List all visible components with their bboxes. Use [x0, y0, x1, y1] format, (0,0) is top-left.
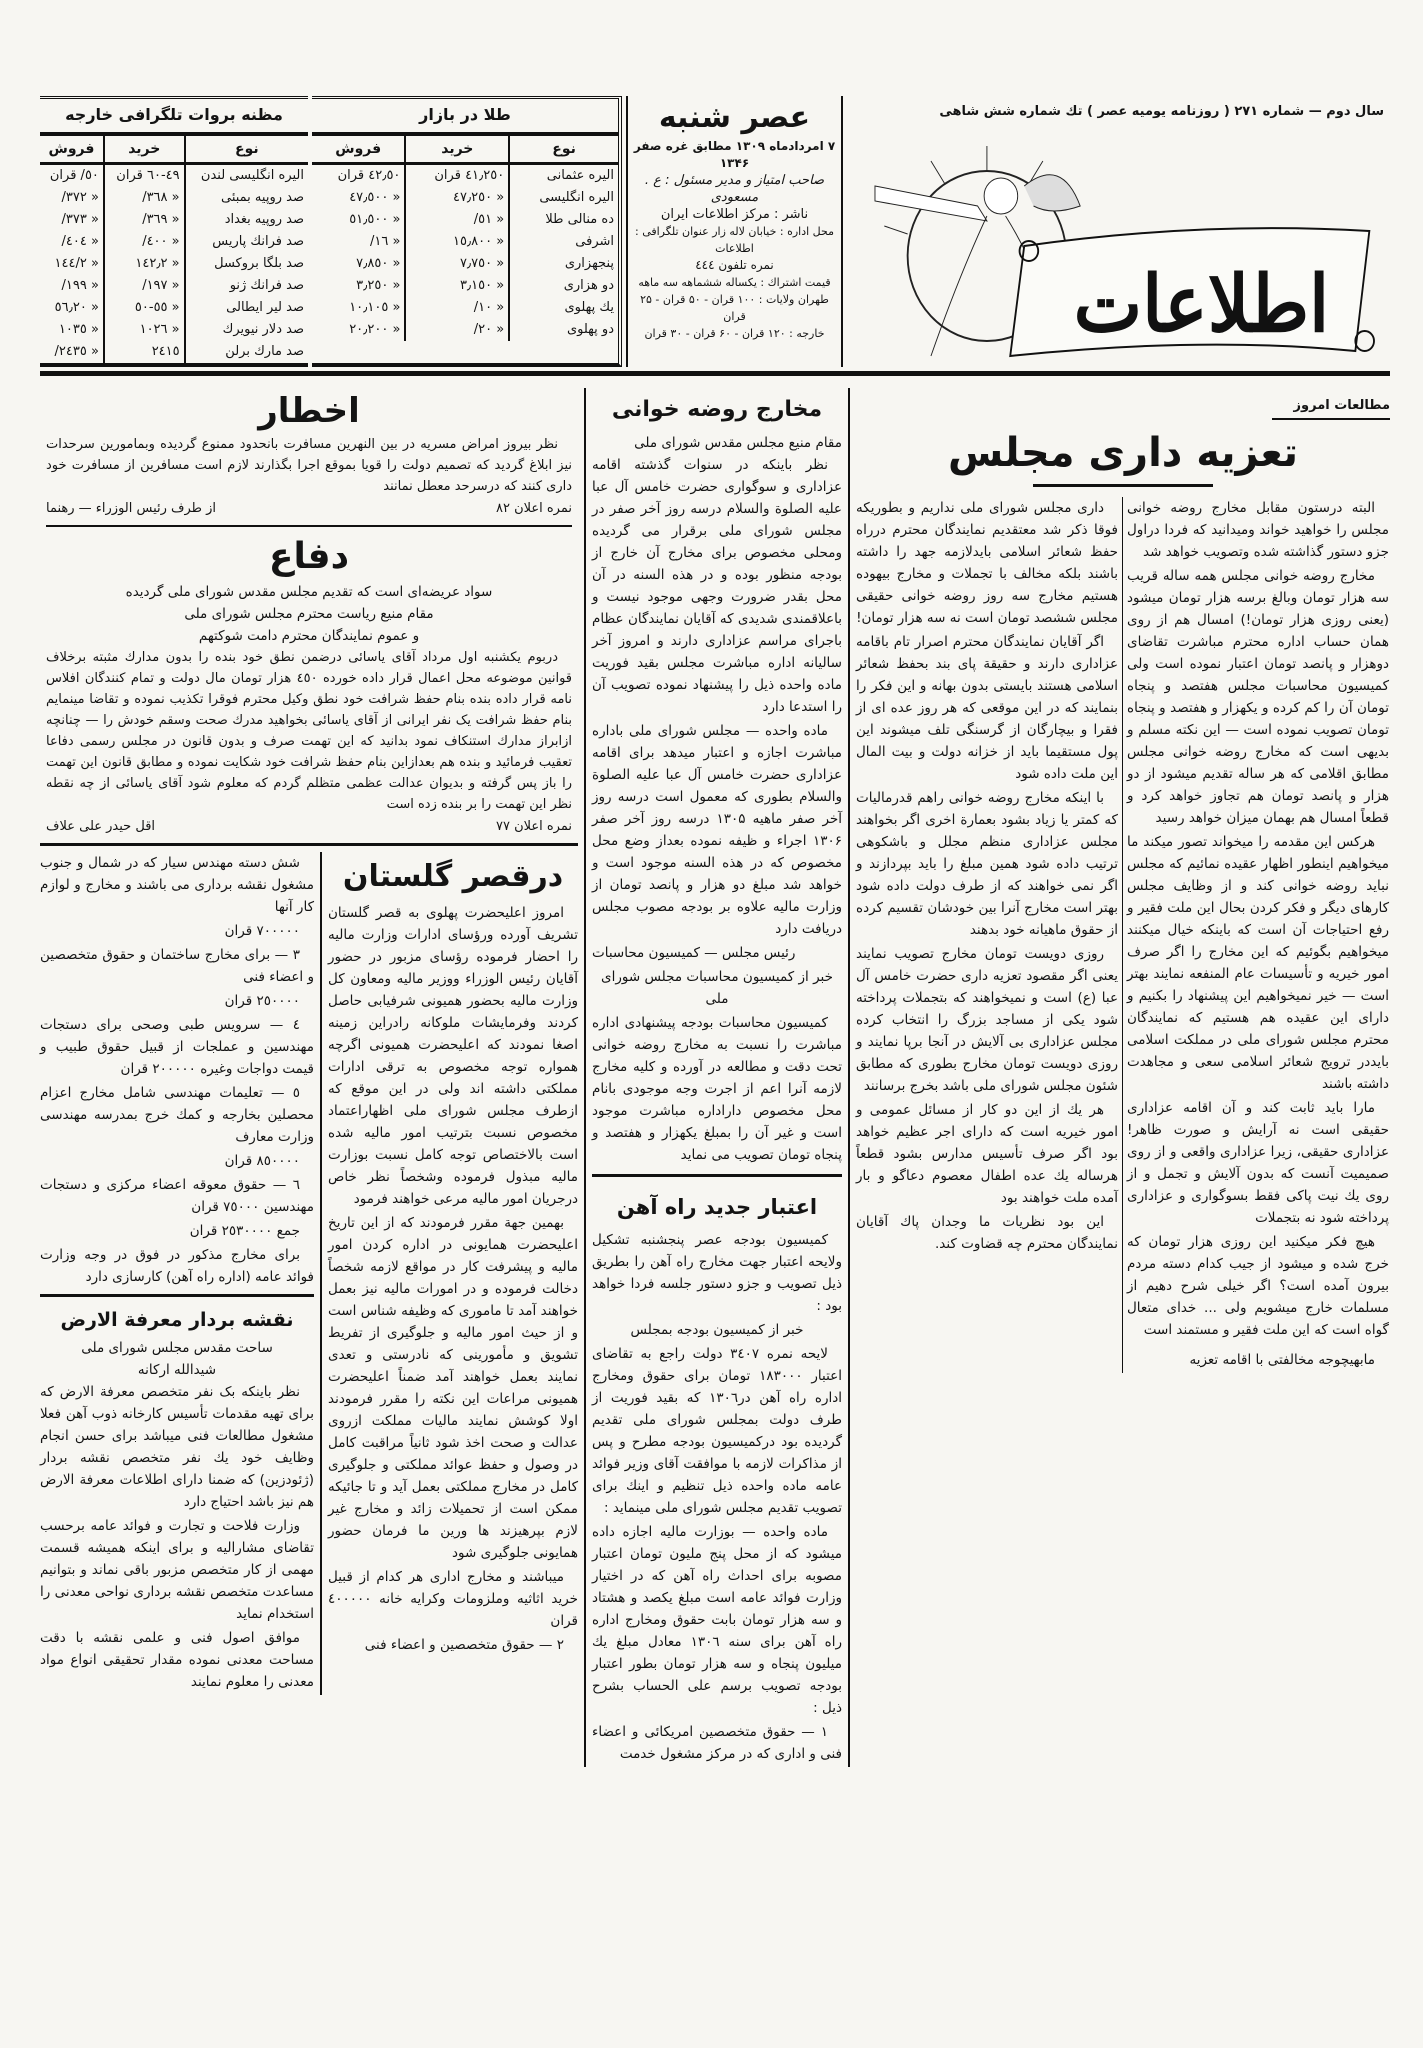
body-columns [40, 388, 1390, 1767]
exchange-table-title: مظنه بروات تلگرافی خارجه [40, 99, 308, 136]
owner-line: صاحب امتیاز و مدیر مسئول : ع . مسعودی [644, 173, 825, 205]
table-cell: دو پهلوی [509, 319, 618, 341]
table-cell: اشرفی [509, 231, 618, 253]
golestan-paragraph: ٢ — حقوق متخصصین و اعضاء فنی [364, 1637, 564, 1653]
table-cell: « ١٩٩/ [61, 278, 99, 293]
column-header: نوع [185, 136, 308, 164]
surveyor-paragraph: نظر باینکه بک نفر متخصص معرفة الارض که برای تهیه مقدمات تأسیس کارخانه ذوب آهن فعلا مشغول مطالعات فنی میباشد برای حسن انجام وظایف خود یك نفر متخصص نقشه بردار (ژئودزین) که ضمنا دارای اطلاعات معرفة الارض هم نیز باشد احتیاج دارد [40, 1384, 314, 1510]
taziye-paragraph: هرکس این مقدمه را میخواند تصور میکند ما میخواهیم اینطور اظهار عقیده نمائیم که مجلس نباید روضه خوانی کند و از وظایف مجلس کارهای دیگر و فکر کردن بحال این ملت فقیر و رفع احتیاجات آن است که باینکه خیال میکنند میخواهیم بگوئیم که این مخارج را اگر صرف امور خیریه و تأسیسات عام المنفعه نمایند بهتر است — خیر نمیخواهیم این پیشنهاد را بکنیم و دارای این عقیده هم هستیم که نمایندگان محترم مجلس شورای ملی در مملکت اسلامی بایددر ترویج شعائر اسلامی سعی و مجاهدت داشته باشند [1127, 834, 1389, 1092]
divider [841, 96, 843, 367]
budget-list [40, 852, 314, 1288]
taziye-paragraph: اگر آقایان نمایندگان محترم اصرار تام باقامه عزاداری دارند و حقیقة پای بند بحفظ شعائر اسلامی هستند بایستی بدون بهانه و این فکر را بنمایند که در این موقعی که هر روز عده ای از فقرا و بیچارگان از گرسنگی تلف میشوند این پول مستقیما باید از خزانه دولت و بیت المال این ملت داده شود [856, 634, 1118, 782]
rowze-paragraph: کمیسیون محاسبات بودجه پیشنهادی اداره مباشرت را نسبت به مخارج روضه خوانی تحت دقت و مطالعه در آورده و کلیه مخارج لازمه آنرا اعم از اجرت وجه موجودی بانام محل مخصوص داراداره مباشرت موجود است و غیر آن را بمبلغ یکهزار و هفتصد و پنجاه تومان تصویب می نماید [592, 1015, 842, 1163]
table-cell: صد مارك برلن [185, 341, 308, 363]
divider [320, 852, 322, 1695]
table-cell: ٤٢٫٥٠ قران [337, 168, 401, 183]
table-cell: صد بلگا بروکسل [185, 253, 308, 275]
railway-paragraph: لایحه نمره ٣٤٠٧ دولت راجع به تقاضای اعتبار ١٨٣٠٠٠ تومان برای حقوق ومخارج اداره راه آهن در١٣٠٦ که بقید فوریت از طرف دولت بمجلس شورای ملی تقدیم گردیده بود درکمیسیون بودجه مطرح و پس از مذاکرات لازمه با موافقت آقای وزیر فوائد عامه ماده واحده ذیل تنظیم و اینك برای تصویب تقدیم مجلس شورای ملی مینماید : [592, 1346, 843, 1516]
budget-item: ٧٠٠٠٠٠ قران [224, 923, 300, 939]
taziye-footer: مابهیچوجه مخالفتی با اقامه تعزیه [1189, 1352, 1375, 1368]
table-cell: « ٤٧٫٥٠٠ [349, 190, 401, 205]
table-row [312, 209, 618, 231]
surveyor-intro-2: شیدالله ارکانه [137, 1362, 217, 1378]
budget-item: ٢٥٠٠٠٠ قران [224, 993, 300, 1009]
warning-notice [40, 388, 578, 519]
exchange-rates-table [40, 96, 308, 367]
table-cell: دو هزاری [509, 275, 618, 297]
table-cell: ٢٤١٥ [104, 341, 185, 363]
table-cell: صد فرانك ژنو [185, 275, 308, 297]
section-label-row [856, 394, 1390, 420]
surveyor-intro-1: ساحت مقدس مجلس شورای ملی [81, 1340, 273, 1356]
rowze-paragraph: ماده واحده — مجلس شورای ملی باداره مباشرت اجازه و اعتبار میدهد برای اقامه عزاداری حضرت خامس آل عبا علیه الصلوة والسلام بطوری که معمول است درسه روز آخر صفر ماهیه ۱۳۰۵ درسه روز آخر صفر ۱۳۰۶ اجراء و ظیفه نموده بعداز وضع محل مخصوص که در هذه السنه موجود است و خواهد شد مبلغ دو هزار و پانصد تومان از وزارت مالیه علاوه بر بودجه مصوب مجلس دریافت دارد [592, 723, 843, 937]
table-cell: ده منالی طلا [509, 209, 618, 231]
table-cell: « ٤٠٠/ [104, 231, 185, 253]
divider [592, 1174, 842, 1177]
divider [1122, 497, 1123, 1373]
masthead-info [632, 96, 837, 367]
table-cell: « ١٠/ [405, 297, 509, 319]
table-row [312, 319, 618, 341]
table-cell: پنجهزاری [509, 253, 618, 275]
defense-intro-2: مقام منیع ریاست محترم مجلس شورای ملی [184, 606, 434, 622]
table-row [312, 275, 618, 297]
table-cell: « ٣٫٢٥٠ [356, 278, 401, 293]
budget-item: ٥ — تعلیمات مهندسی شامل مخارج اعزام محصلین بخارجه و کمك خرج بمدرسه مهندسی وزارت معارف [40, 1085, 314, 1145]
table-cell: صد فرانك پاریس [185, 231, 308, 253]
table-row [312, 187, 618, 209]
top-band [40, 96, 1390, 367]
warning-signature: از طرف رئیس الوزراء — رهنما [46, 501, 217, 516]
subscription-header: قیمت اشتراك : یکساله ششماهه سه ماهه [638, 276, 831, 289]
defense-notice-number: نمره اعلان ۷۷ [495, 819, 572, 834]
column-header: خرید [104, 136, 185, 164]
table-cell: « ١٤٢٫٢ [104, 253, 185, 275]
table-row [40, 341, 308, 363]
table-row [312, 231, 618, 253]
table-cell: الیره انگلیسی [509, 187, 618, 209]
table-cell: « ١٦/ [369, 234, 401, 249]
railway-credit-article [592, 1185, 842, 1765]
table-row [40, 275, 308, 297]
table-cell: صد روپیه بغداد [185, 209, 308, 231]
column-header: نوع [509, 136, 618, 164]
section-label: مطالعات امروز [1272, 397, 1390, 420]
left-lower-column [40, 852, 314, 1695]
gold-prices-table [312, 96, 622, 367]
table-row [40, 164, 308, 188]
golestan-paragraph: میباشند و مخارج اداری هر کدام از قبیل خرید اثاثیه وملزومات وکرایه خانه ٤٠٠٠٠٠ قران [328, 1569, 578, 1629]
table-row [40, 209, 308, 231]
masthead-rule [40, 371, 1390, 376]
budget-item: ٨٥٠٠٠٠ قران [224, 1153, 300, 1169]
table-cell: صد روپیه بمبئی [185, 187, 308, 209]
railway-paragraph: ١ — حقوق متخصصین امریکائی و اعضاء فنی و اداری که در مرکز مشغول خدمت [592, 1724, 842, 1762]
table-cell: ٥٠/ قران [49, 168, 99, 183]
surveyor-paragraph: وزارت فلاحت و تجارت و فوائد عامه برحسب تقاضای مشارالیه و برای اینکه همیشه قسمت مهمی از کار متخصص مزبور باقی نماند و بتوانیم مساعدت متخصص نقشه برداری نواحی معدنی را استخدام نماید [40, 1518, 314, 1622]
table-cell: « ٥١/ [405, 209, 509, 231]
table-cell: « ٣٦٩/ [104, 209, 185, 231]
taziye-paragraph: داری مجلس شورای ملی نداریم و بطوریکه فوقا ذکر شد معتقدیم نمایندگان محترم درراه حفظ شعائر اسلامی بایدلازمه جهد را داشته باشند بلکه مخالف با تجملات و مخارج بیهوده هستیم مخارج سه روز روضه خوانی حقیقی مجلس ششصد تومان است نه سه هزار تومان! [856, 500, 1118, 626]
gold-table-title: طلا در بازار [312, 99, 618, 136]
table-cell: « ٢٠/ [405, 319, 509, 341]
issue-day: عصر شنبه [658, 100, 811, 135]
column-header: فروش [312, 136, 405, 164]
rowze-paragraph: رئیس مجلس — کمیسیون محاسبات [592, 945, 796, 961]
golestan-paragraph: بهمین جهة مقرر فرمودند که از این تاریخ اعلیحضرت همایونی در اداره کردن امور مالیه و پیشرفت کار در مواقع لازمه شخصاً دخالت فرموده و در امورات مالیه نیز بعمل خواهند آمد تا ماموری که وظیفه شناس است و از حیث امور مالیه و جلوگیری از تفریط تشویق و مأمورینی که نادرستی و تعدی نمایند بعمل خواهند آمد ضمناً اعلیحضرت همیونی مراعات این نکته را مقرر فرمودند اولا کوشش نمایند مالیات مملکت ازروی عدالت و صحت اخذ شود ثانیاً مراقبت کامل در وصول و حفظ عوائد مملکتی و جلوگیری کامل در مخارج مملکتی بعمل آید و تا جائیکه ممکن است از تحمیلات زائد و مخارج غیر لازم بپرهیزند ها ورین ما فرمان حضور همایونی جلوگیری شود [328, 1215, 578, 1561]
phone-line: نمره تلفون ٤٤٤ [695, 258, 774, 272]
table-row [312, 164, 618, 188]
table-cell: « ٣٧٢/ [61, 190, 99, 205]
warning-title: اخطار [258, 391, 360, 431]
rowze-intro: مقام منیع مجلس مقدس شورای ملی [634, 435, 842, 451]
divider [40, 843, 578, 846]
surveyor-paragraph: موافق اصول فنی و علمی نقشه با دقت مساحت معدنی نموده مقدار تحقیقی انواع مواد معدنی را معلوم نمایند [40, 1630, 314, 1690]
warning-notice-number: نمره اعلان ۸۲ [495, 501, 572, 516]
left-section [40, 388, 578, 1767]
railway-title: اعتبار جدید راه آهن [616, 1195, 818, 1219]
budget-item: ٣ — برای مخارج ساختمان و حقوق متخصصین و اعضاء فنی [40, 947, 314, 985]
logo-area [847, 96, 1388, 367]
table-cell: « ٢٤٣٥/ [54, 344, 99, 359]
table-cell: یك پهلوی [509, 297, 618, 319]
rowze-title: مخارج روضه خوانی [611, 397, 823, 422]
table-row [312, 297, 618, 319]
table-cell: « ٥٦٫٢٠ [54, 300, 99, 315]
railway-paragraph: کمیسیون بودجه عصر پنجشنبه تشکیل ولایحه اعتبار جهت مخارج راه آهن را بطریق ذیل تصویب و جزو دستور جلسه فردا خواهد بود : [592, 1232, 842, 1314]
issue-top-line: سال دوم — شماره ۲۷۱ ( روزنامه یومیه عصر ) تك شماره شش شاهی [939, 104, 1384, 119]
table-cell: صد لیر ایطالی [185, 297, 308, 319]
taziye-column-2 [856, 497, 1118, 1373]
taziye-paragraph: البته درستون مقابل مخارج روضه خوانی مجلس را خواهید خواند ومیدانید که فردا دراول جزو دستور گذاشته شده وتصویب خواهد شد [1127, 500, 1389, 560]
table-cell: « ٣٫١٥٠ [405, 275, 509, 297]
budget-item: ٦ — حقوق معوقه اعضاء مرکزی و دستجات مهندسین ٧٥٠٠٠ قران [40, 1177, 314, 1215]
table-cell: « ٧٫٨٥٠ [356, 256, 401, 271]
table-cell: الیره انگلیسی لندن [185, 164, 308, 188]
table-cell: « ٤٧٫٢٥٠ [405, 187, 509, 209]
budget-item: ٤ — سرویس طبی وصحی برای دستجات مهندسین و عملجات از قبیل حقوق طبیب و قیمت دواجات وغیره ٢٠٠٠٠٠ قران [40, 1017, 314, 1077]
address-line: محل اداره : خیابان لاله زار عنوان تلگرافی : اطلاعات [635, 225, 834, 255]
newspaper-logo [847, 126, 1388, 366]
table-row [312, 253, 618, 275]
defense-signature: اقل حیدر علی علاف [46, 819, 156, 834]
table-cell: « ١٠٢٦ [104, 319, 185, 341]
table-row [40, 187, 308, 209]
taziye-title: تعزیه داری مجلس [948, 430, 1298, 476]
railway-paragraph: ماده واحده — بوزارت مالیه اجازه داده میشود که از محل پنج ملیون تومان اعتبار مصوبه برای احداث راه آهن که در اختیار وزارت فوائد عامه است مبلغ یکصد و هشتاد و سه هزار تومان بابت حقوق ومخارج اداره راه آهن برای سنه ١٣٠٦ معادل مبلغ یك میلیون پنجاه و سه هزار تومان بطور اعتبار بودجه تصویب برسم علی الحساب بشرح ذیل : [592, 1524, 842, 1716]
defense-intro-3: و عموم نمایندگان محترم دامت شوکتهم [198, 628, 420, 644]
golestan-paragraph: امروز اعلیحضرت پهلوی به قصر گلستان تشریف آورده ورؤسای ادارات وزارت مالیه را احضار فرموده رؤسای مزبور در حضور آقایان رئیس الوزراء ووزیر مالیه ومعاون کل وزارت مالیه بحضور همیونی شرفیابی حاصل کردند وفرمایشات ملوکانه رادراین زمینه اصغا نمودند که اعلیحضرت همیونی اگرچه همواره توجه مخصوص به ترقی ادارات مملکتی داشته اند ولی در این موقع که ازطرف مجلس شورای ملی اظهاراعتماد مخصوص نسبت بترتیب امور مالیه شده است بالاختصاص توجه کامل نسبت بوزارت مالیه مبذول فرموده وشخصاً نظر خاص درجریان امور مالیه مرعی خواهند فرمود [328, 905, 578, 1207]
table-cell: ٤١٫٢٥٠ قران [405, 164, 509, 188]
svg-text:اطلاعات: اطلاعات [1073, 257, 1330, 350]
table-cell: صد دلار نیویرك [185, 319, 308, 341]
budget-item: برای مخارج مذکور در فوق در وجه وزارت فوائد عامه (اداره راه آهن) کارسازی دارد [40, 1247, 314, 1285]
table-row [40, 297, 308, 319]
defense-title: دفاع [268, 536, 350, 577]
divider [584, 388, 586, 1767]
divider [848, 388, 850, 1767]
divider [626, 96, 628, 367]
taziye-columns [856, 497, 1390, 1373]
newspaper-page [40, 96, 1390, 1767]
defense-body: دربوم یکشنبه اول مرداد آقای یاسائی درضمن نطق خود بنده را بدون مدارك مثبته برخلاف قوانین موضوعه محل اعمال قرار داده خورده ٤٥٠ هزار تومان مال دولت و تمام کنندگان افلاس نامه قرار داده بنده بنام حفظ شرافت خود نطق وکیل محترم فوقرا تکذیب نموده و تقاضا مینمایم بنام حفظ شرافت یک نفر ایرانی از آقای یاسائی بخواهید مدرك صحت وسقم خودش را — چنانچه ازابراز مدارك استنکاف نمود بدانید که این تهمت صرف و بدون قانون در مجلس رسمی دفاعا تعقیب فرمائید و بنده هم بعدازاین بنام حفظ شرافت خود شکایت نموده و مطابق قانون این تهمت را باز پس گرفته و بدیوان عدالت عظمی متظلم گردم که معلوم شود آقای یاسائی از چه نقطه نظر این تهمت را بر بنده زده است [46, 650, 573, 812]
table-cell: « ٧٫٧٥٠ [405, 253, 509, 275]
divider [46, 525, 572, 527]
taziye-paragraph: مارا باید ثابت کند و آن اقامه عزاداری حقیقی است نه آرایش و صورت ظاهر! عزاداری حقیقی، زیرا عزاداری واقعی و از روی صمیمیت آنست که بدون آلایش و تجمل و از روی یك نیت پاکی فقط بسوگواری و عزاداری پرداخته شود نه بتجملات [1127, 1100, 1389, 1226]
divider [40, 1294, 314, 1297]
surveyor-title: نقشه بردار معرفة الارض [60, 1309, 294, 1331]
table-cell: « ٥٥-٥٠ [104, 297, 185, 319]
left-lower-columns [40, 852, 578, 1695]
surveyor-article [40, 1303, 314, 1693]
title-underline [1033, 484, 1213, 487]
middle-column [592, 388, 842, 1767]
column-header: خرید [405, 136, 509, 164]
taziye-paragraph: مخارج روضه خوانی مجلس همه ساله قریب سه هزار تومان وبالغ برسه هزار تومان میشود (یعنی روزی هزار تومان!) امسال هم از روی همان حساب اداره محترم مباشرت تقاضای دوهزار و پانصد تومان اعتبار نموده است ولی کمیسیون محاسبات مجلس هفتصد و پنجاه تومان آن را کم کرده و یکهزار و هفتصد و پنجاه تومان تصویب نموده است — این نکته مسلم و بدیهی است که مخارج روضه خوانی مجلس مطابق اقلامی که هر ساله تقدیم میشود از دو هزار و پانصد تومان هم تجاوز خواهد کرد و قطعاً امسال هم بهمان میزان خواهد رسید [1127, 568, 1389, 826]
table-cell: « ١٠٫١٠٥ [349, 300, 401, 315]
table-cell: « ١٤٤/٢ [54, 256, 99, 271]
table-cell: « ١٥٫٨٠٠ [405, 231, 509, 253]
taziye-paragraph: با اینکه مخارج روضه خوانی راهم قدرمالیات که کمتر یا زیاد بشود بعمارة اخری اگر بخواهند مجلس عزاداری منظم مجلل و باشکوهی ترتیب داده شود همین مبلغ را باید بپردازند و اگر نمی خواهند که از طرف دولت داده شود بهتر است مخارج آنرا بین خودشان تقسیم کرده از حقوق ماهیانه خود بدهند [856, 790, 1118, 938]
table-cell: « ٤٠٤/ [61, 234, 99, 249]
table-row [40, 319, 308, 341]
golestan-title: درقصر گلستان [342, 859, 564, 894]
warning-body: نظر بیروز امراض مسریه در بین النهرین مسافرت بانحدود ممنوع گردیده وبمامورین سرحدات نیز ابلاغ گردید که تصمیم دولت را قویا بموقع اجرا بگذارند لازم است مسافرین از مسافرت خود داری کنند که درسرحد معطل نمانند [46, 437, 572, 494]
column-header: فروش [40, 136, 104, 164]
subscription-abroad: خارجه : ۱۲۰ قران - ۶۰ قران - ۳۰ قران [644, 327, 825, 340]
table-cell: « ٢٠٫٢٠٠ [349, 322, 401, 337]
subscription-tehran: طهران ولایات : ۱۰۰ قران - ۵۰ قران - ۲۵ قران [640, 293, 829, 323]
table-cell: « ٥١٫٥٠٠ [349, 212, 401, 227]
taziye-paragraph: هیچ فکر میکنید این روزی هزار تومان که خرج شده و میشود از جیب کدام دسته مردم بیرون آمده است؟ اگر خیلی شرح دهیم از مسلمات خارج میشویم ولی ... خدای متعال گواه است که این ملت فقیر و مستمند است [1127, 1234, 1389, 1338]
table-cell: ٤٩-٦٠ قران [104, 164, 185, 188]
table-row [40, 253, 308, 275]
taziye-column-1 [1127, 497, 1389, 1373]
defense-intro-1: سواد عریضه‌ای است که تقدیم مجلس مقدس شورای ملی گردیده [125, 584, 493, 600]
rowze-paragraph: خبر از کمیسیون محاسبات مجلس شورای ملی [601, 969, 833, 1007]
golestan-palace-article [328, 852, 578, 1695]
publisher-line: ناشر : مرکز اطلاعات ایران [660, 207, 809, 222]
table-cell: الیره عثمانی [509, 164, 618, 188]
budget-item: شش دسته مهندس سیار که در شمال و جنوب مشغول نقشه برداری می باشند و مخارج و لوازم کار آنها [40, 855, 314, 915]
defense-letter [40, 533, 578, 837]
table-cell: « ٣٧٣/ [61, 212, 99, 227]
table-cell: « ٣٦٨/ [104, 187, 185, 209]
table-cell: « ١٠٣٥ [58, 322, 99, 337]
issue-date: ۷ امردادماه ۱۳۰۹ مطابق غره صفر ۱۳۴۶ [633, 139, 836, 170]
rowze-expenses-article [592, 388, 842, 1166]
taziye-paragraph: روزی دویست تومان مخارج تصویب نمایند یعنی اگر مقصود تعزیه داری حضرت خامس آل عبا (ع) است و نمیخواهند که بتجملات پرداخته شود یکی از مساجد بزرگ را انتخاب کرده مجلس عزاداری بی آلایش در آنجا برپا نمایند و روزی دویست تومان مخارج بطوری که مطابق شئون مجلس شورای ملی باشد بخرج برسانند [856, 946, 1118, 1094]
rowze-paragraph: نظر باینکه در سنوات گذشته اقامه عزاداری و سوگواری حضرت خامس آل عبا علیه الصلوة والسلام درسه روز آخر صفر در مجلس شورای ملی برقرار می گردیده ومحلی مخصوص برای مخارج آن خارج از بودجه منظور بوده و در هذه السنه در آن محل بقدر ضرورت وجهی موجود نیست و باعلاقمندی شدیدی که آقایان نمایندگان عظام باجرای مراسم عزاداری دارند و امروز آخر سالیانه اداره مباشرت مجلس بقید فوریت ماده واحده ذیل را پیشنهاد نموده تصویب آن را استدعا دارد [592, 457, 842, 715]
railway-paragraph: خبر از کمیسیون بودجه بمجلس [630, 1322, 804, 1338]
right-section [856, 388, 1390, 1767]
taziye-paragraph: این بود نظریات ما وجدان پاك آقایان نمایندگان محترم چه قضاوت کند. [856, 1214, 1118, 1252]
table-row [40, 231, 308, 253]
budget-item: جمع ٢٥٣٠٠٠٠ قران [189, 1223, 300, 1239]
table-cell: « ١٩٧/ [104, 275, 185, 297]
taziye-paragraph: هر یك از این دو کار از مسائل عمومی و امور خیریه است که دارای اجر عظیم خواهد بود اگر صرف تأسیس مدارس بشود قطعاً هرساله یك عده اطفال معصوم دعاگو و بار آمده ملت خواهند بود [856, 1102, 1118, 1206]
